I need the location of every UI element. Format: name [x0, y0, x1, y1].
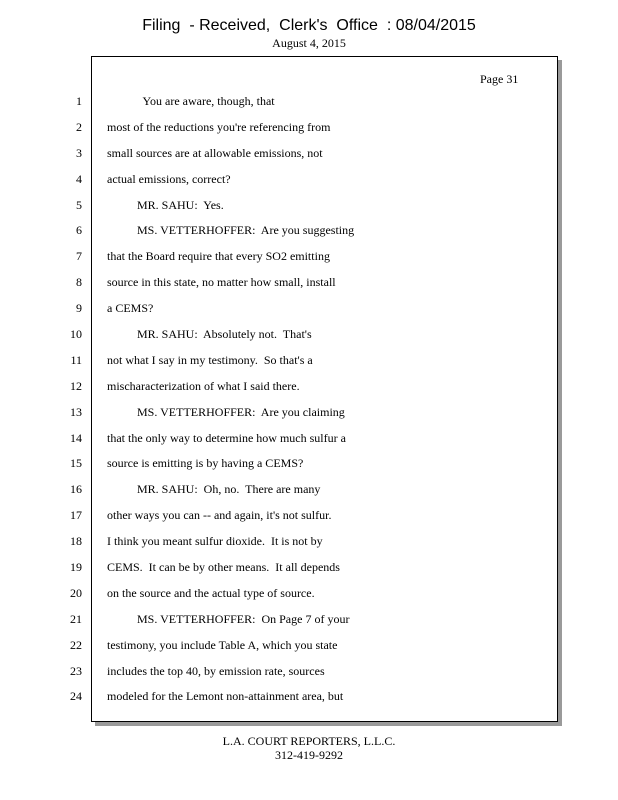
line-text: small sources are at allowable emissions, not [107, 145, 323, 160]
line-text: CEMS. It can be by other means. It all depends [107, 560, 340, 575]
transcript-line [0, 325, 618, 351]
transcript-line [0, 273, 618, 299]
transcript-line [0, 247, 618, 273]
line-text: that the Board require that every SO2 emitting [107, 249, 330, 264]
line-number: 2 [76, 119, 82, 134]
line-text: I think you meant sulfur dioxide. It is not by [107, 534, 323, 549]
line-text: MR. SAHU: Absolutely not. That's [107, 327, 312, 342]
line-text: mischaracterization of what I said there. [107, 378, 300, 393]
line-number: 11 [70, 352, 82, 367]
transcript-line [0, 532, 618, 558]
line-number: 14 [70, 430, 82, 445]
line-number: 3 [76, 145, 82, 160]
transcript-line [0, 662, 618, 688]
transcript-line [0, 299, 618, 325]
line-number: 20 [70, 585, 82, 600]
line-number: 23 [70, 663, 82, 678]
line-number: 17 [70, 508, 82, 523]
line-text: You are aware, though, that [107, 94, 275, 108]
transcript-line [0, 221, 618, 247]
line-number: 19 [70, 560, 82, 575]
line-text: most of the reductions you're referencing from [107, 119, 331, 134]
transcript-line [0, 558, 618, 584]
line-number: 10 [70, 327, 82, 342]
line-number: 8 [76, 275, 82, 290]
transcript-line [0, 118, 618, 144]
line-text: MR. SAHU: Yes. [107, 197, 224, 212]
transcript-line [0, 92, 618, 118]
line-number: 13 [70, 404, 82, 419]
transcript-line [0, 506, 618, 532]
line-text: source in this state, no matter how small, install [107, 275, 336, 290]
transcript-line [0, 144, 618, 170]
line-text: MS. VETTERHOFFER: Are you suggesting [107, 223, 355, 238]
court-reporter-name: L.A. COURT REPORTERS, L.L.C. [222, 734, 396, 748]
line-number: 6 [76, 223, 82, 238]
filing-date: August 4, 2015 [272, 36, 346, 50]
line-number: 21 [70, 611, 82, 626]
line-number: 22 [70, 637, 82, 652]
line-text: on the source and the actual type of source. [107, 585, 315, 600]
line-text: includes the top 40, by emission rate, sources [107, 663, 325, 678]
transcript-line [0, 454, 618, 480]
line-text: other ways you can -- and again, it's not sulfur. [107, 508, 332, 523]
line-text: that the only way to determine how much sulfur a [107, 430, 346, 445]
line-number: 1 [76, 94, 82, 108]
transcript-line [0, 480, 618, 506]
line-number: 9 [76, 301, 82, 316]
line-text: MS. VETTERHOFFER: On Page 7 of your [107, 611, 350, 626]
line-number: 16 [70, 482, 82, 497]
line-number: 4 [76, 171, 82, 186]
transcript-line [0, 351, 618, 377]
line-number: 12 [70, 378, 82, 393]
transcript-line [0, 584, 618, 610]
transcript-line [0, 610, 618, 636]
transcript-line [0, 170, 618, 196]
page-number: Page 31 [480, 72, 519, 86]
line-text: actual emissions, correct? [107, 171, 231, 186]
transcript-line [0, 377, 618, 403]
court-reporter-phone: 312-419-9292 [275, 748, 343, 762]
transcript-line [0, 636, 618, 662]
line-text: source is emitting is by having a CEMS? [107, 456, 304, 471]
line-number: 18 [70, 534, 82, 549]
transcript-lines [0, 92, 618, 713]
transcript-line [0, 687, 618, 713]
line-text: testimony, you include Table A, which you state [107, 637, 338, 652]
transcript-line [0, 403, 618, 429]
transcript-line [0, 429, 618, 455]
line-text: a CEMS? [107, 301, 154, 316]
line-number: 24 [70, 689, 82, 704]
line-number: 15 [70, 456, 82, 471]
transcript-line [0, 196, 618, 222]
line-text: MS. VETTERHOFFER: Are you claiming [107, 404, 345, 419]
line-number: 5 [76, 197, 82, 212]
line-text: MR. SAHU: Oh, no. There are many [107, 482, 321, 497]
filing-stamp: Filing - Received, Clerk's Office : 08/04/2015 [142, 17, 476, 34]
line-text: modeled for the Lemont non-attainment area, but [107, 689, 344, 704]
line-number: 7 [76, 249, 82, 264]
line-text: not what I say in my testimony. So that's a [107, 352, 313, 367]
